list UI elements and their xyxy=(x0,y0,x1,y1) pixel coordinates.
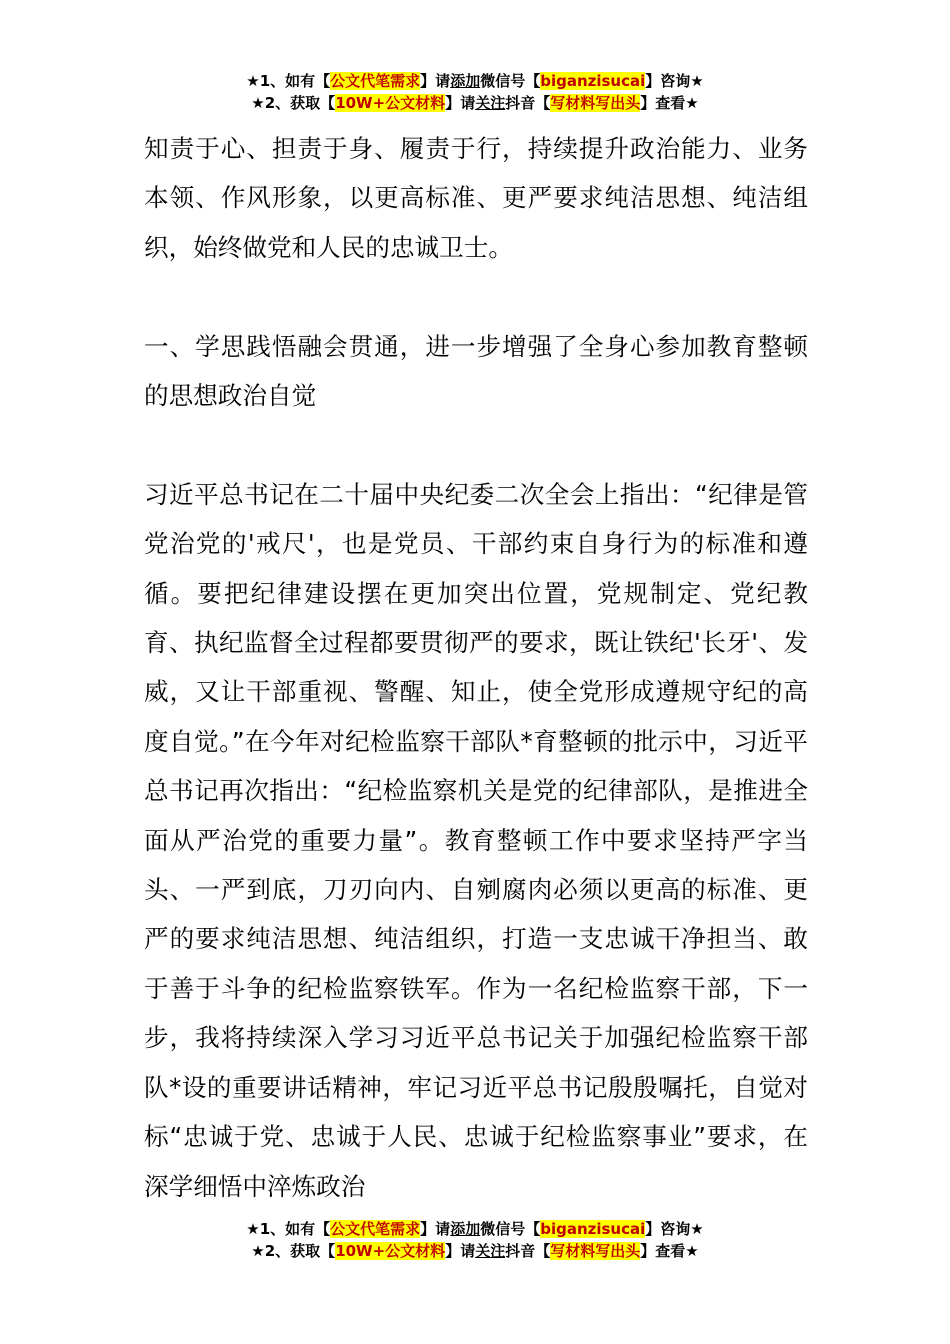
banner-text: ★1、如有【 xyxy=(246,1220,331,1238)
banner-text: ★1、如有【 xyxy=(246,72,331,90)
footer-banner xyxy=(0,1218,950,1262)
paragraph-spacer xyxy=(144,272,808,321)
paragraph-spacer xyxy=(144,420,808,469)
banner-text: ★2、获取【 xyxy=(251,94,336,112)
section-heading: 一、学思践悟融会贯通，进一步增强了全身心参加教育整顿的思想政治自觉 xyxy=(144,331,808,411)
banner-underline: 关注 xyxy=(475,94,506,112)
banner-line-2 xyxy=(0,92,950,114)
body-paragraph: 习近平总书记在二十届中央纪委二次全会上指出：“纪律是管党治党的'戒尺'，也是党员、干部约束自身行为的标准和遵循。要把纪律建设摆在更加突出位置，党规制定、党纪教育、执纪监督全过程都要贯彻严的要求，既让铁纪'长牙'、发威，又让干部重视、警醒、知止，使全党形成遵规守纪的高度自觉。”在今年对纪检监察干部队*育整顿的批示中，习近平总书记再次指出：“纪检监察机关是党的纪律部队，是推进全面从严治党的重要力量”。教育整顿工作中要求坚持严字当头、一严到底，刀刃向内、自剜腐肉必须以更高的标准、更严的要求纯洁思想、纯洁组织，打造一支忠诚干净担当、敢于善于斗争的纪检监察铁军。作为一名纪检监察干部，下一步，我将持续深入学习习近平总书记关于加强纪检监察干部队*设的重要讲话精神，牢记习近平总书记殷殷嘱托，自觉对标“忠诚于党、忠诚于人民、忠诚于纪检监察事业”要求，在深学细悟中淬炼政治 xyxy=(144,479,808,1201)
header-banner xyxy=(0,70,950,114)
banner-highlight: 10W+公文材料 xyxy=(335,1242,446,1260)
banner-highlight: 写材料写出头 xyxy=(550,1242,641,1260)
banner-line-1 xyxy=(0,70,950,92)
banner-underline: 关注 xyxy=(475,1242,506,1260)
banner-text: 】请 xyxy=(420,1220,451,1238)
banner-text: 微信号【 xyxy=(480,1220,541,1238)
banner-text: 】咨询★ xyxy=(645,72,704,90)
banner-text: 】查看★ xyxy=(640,94,699,112)
banner-highlight: 公文代笔需求 xyxy=(330,1220,421,1238)
banner-text: 】请 xyxy=(445,1242,476,1260)
banner-highlight: biganzisucai xyxy=(540,72,646,90)
banner-text: 抖音【 xyxy=(505,1242,551,1260)
banner-line-1 xyxy=(0,1218,950,1240)
document-body xyxy=(144,124,808,1211)
banner-highlight: 写材料写出头 xyxy=(550,94,641,112)
banner-highlight: biganzisucai xyxy=(540,1220,646,1238)
banner-underline: 添加 xyxy=(450,72,481,90)
banner-text: ★2、获取【 xyxy=(251,1242,336,1260)
banner-highlight: 10W+公文材料 xyxy=(335,94,446,112)
banner-text: 微信号【 xyxy=(480,72,541,90)
banner-text: 】请 xyxy=(445,94,476,112)
banner-text: 】请 xyxy=(420,72,451,90)
banner-line-2 xyxy=(0,1240,950,1262)
banner-text: 】查看★ xyxy=(640,1242,699,1260)
banner-text: 抖音【 xyxy=(505,94,551,112)
banner-underline: 添加 xyxy=(450,1220,481,1238)
intro-paragraph: 知责于心、担责于身、履责于行，持续提升政治能力、业务本领、作风形象，以更高标准、更严要求纯洁思想、纯洁组织，始终做党和人民的忠诚卫士。 xyxy=(144,134,808,262)
banner-highlight: 公文代笔需求 xyxy=(330,72,421,90)
banner-text: 】咨询★ xyxy=(645,1220,704,1238)
